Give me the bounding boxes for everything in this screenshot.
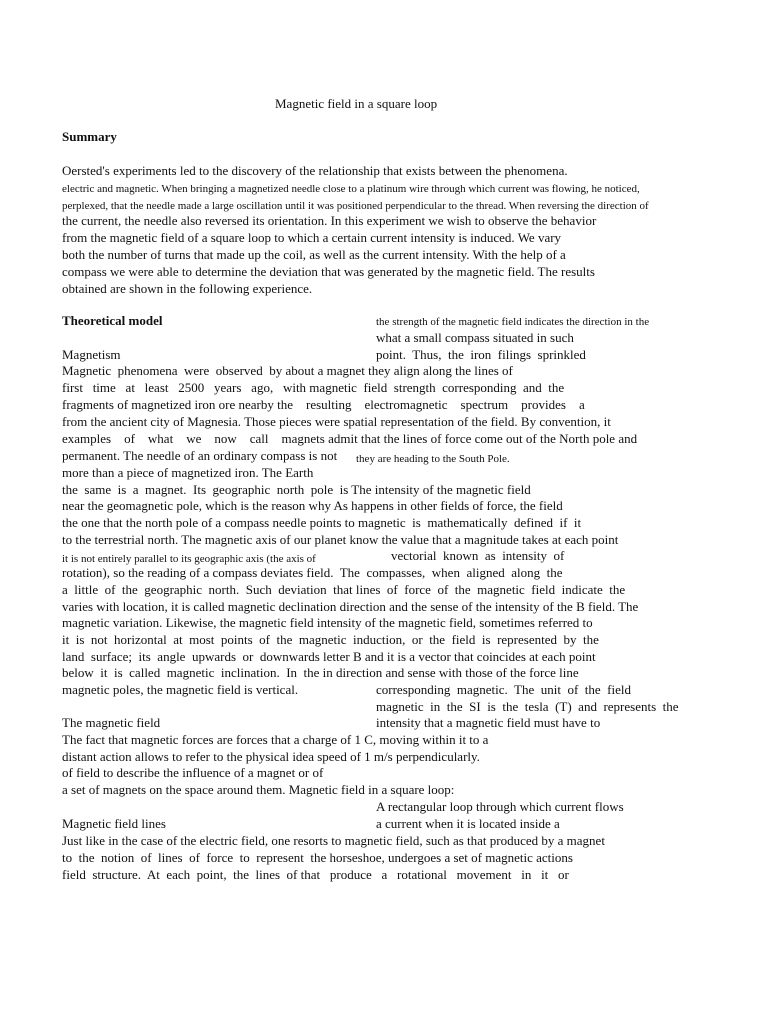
text-line: both the number of turns that made up the coil, as well as the current intensity. With the help of a — [62, 247, 566, 262]
text-line: Oersted's experiments led to the discovery of the relationship that exists between the phenomena. — [62, 163, 568, 178]
text-line: corresponding magnetic. The unit of the field — [376, 682, 631, 697]
text-line: first time at least 2500 years ago, with magnetic field strength corresponding and the — [62, 380, 565, 395]
text-line: more than a piece of magnetized iron. The Earth — [62, 465, 314, 480]
text-line: The magnetic field — [62, 715, 161, 730]
text-line: Magnetism — [62, 347, 121, 362]
text-line: Magnetic phenomena were observed by about a magnet they align along the lines of — [62, 363, 513, 378]
text-line: what a small compass situated in such — [376, 330, 574, 345]
text-line: compass we were able to determine the deviation that was generated by the magnetic field. The results — [62, 264, 595, 279]
text-line: distant action allows to refer to the physical idea speed of 1 m/s perpendicularly. — [62, 749, 480, 764]
text-line: from the ancient city of Magnesia. Those pieces were spatial representation of the field. By convention, it — [62, 414, 611, 429]
text-line: intensity that a magnetic field must have to — [376, 715, 601, 730]
text-line: the same is a magnet. Its geographic north pole is The intensity of the magnetic field — [62, 482, 531, 497]
text-line: it is not horizontal at most points of the magnetic induction, or the field is represented by the — [62, 632, 599, 647]
text-line: Magnetic field lines — [62, 816, 166, 831]
text-line: Just like in the case of the electric field, one resorts to magnetic field, such as that produced by a magnet — [62, 833, 605, 848]
summary-heading: Summary — [62, 129, 117, 144]
text-line: to the notion of lines of force to represent the horseshoe, undergoes a set of magnetic actions — [62, 850, 573, 865]
text-line: field structure. At each point, the lines of that produce a rotational movement in it or — [62, 867, 569, 882]
text-line: from the magnetic field of a square loop to which a certain current intensity is induced. We vary — [62, 230, 562, 245]
text-line: perplexed, that the needle made a large oscillation until it was positioned perpendicular to the thread. When reversing the direction of — [62, 200, 649, 212]
text-line: The fact that magnetic forces are forces that a charge of 1 C, moving within it to a — [62, 732, 489, 747]
text-line: a current when it is located inside a — [376, 816, 560, 831]
text-line: it is not entirely parallel to its geographic axis (the axis of — [62, 553, 316, 565]
text-line: point. Thus, the iron filings sprinkled — [376, 347, 586, 362]
text-line: of field to describe the influence of a magnet or of — [62, 765, 324, 780]
text-line: vectorial known as intensity of — [391, 548, 565, 563]
text-line: A rectangular loop through which current flows — [376, 799, 624, 814]
text-line: magnetic in the SI is the tesla (T) and represents the — [376, 699, 679, 714]
text-line: to the terrestrial north. The magnetic axis of our planet know the value that a magnitude takes at each point — [62, 532, 619, 547]
text-line: below it is called magnetic inclination. In the in direction and sense with those of the force line — [62, 665, 579, 680]
text-line: Theoretical model — [62, 313, 163, 328]
text-line: rotation), so the reading of a compass deviates field. The compasses, when aligned along the — [62, 565, 563, 580]
document-title: Magnetic field in a square loop — [275, 96, 438, 111]
text-line: permanent. The needle of an ordinary compass is not — [62, 448, 338, 463]
text-line: the current, the needle also reversed its orientation. In this experiment we wish to observe the behavior — [62, 213, 597, 228]
text-line: land surface; its angle upwards or downwards letter B and it is a vector that coincides at each point — [62, 649, 596, 664]
text-line: obtained are shown in the following experience. — [62, 281, 313, 296]
text-line: magnetic poles, the magnetic field is vertical. — [62, 682, 299, 697]
text-line: examples of what we now call magnets admit that the lines of force come out of the North pole and — [62, 431, 638, 446]
text-line: electric and magnetic. When bringing a magnetized needle close to a platinum wire through which current was flowing, he noticed, — [62, 183, 640, 195]
text-line: magnetic variation. Likewise, the magnetic field intensity of the magnetic field, sometimes referred to — [62, 615, 593, 630]
text-line: a set of magnets on the space around them. Magnetic field in a square loop: — [62, 782, 455, 797]
text-line: a little of the geographic north. Such deviation that lines of force of the magnetic field indicate the — [62, 582, 626, 597]
text-line: fragments of magnetized iron ore nearby the resulting electromagnetic spectrum provides a — [62, 397, 585, 412]
text-line: the strength of the magnetic field indicates the direction in the — [376, 316, 650, 328]
text-line: the one that the north pole of a compass needle points to magnetic is mathematically defined if it — [62, 515, 582, 530]
text-line: varies with location, it is called magnetic declination direction and the sense of the intensity of the B field. The — [62, 599, 639, 614]
text-line: they are heading to the South Pole. — [356, 453, 510, 465]
text-line: near the geomagnetic pole, which is the reason why As happens in other fields of force, the field — [62, 498, 563, 513]
